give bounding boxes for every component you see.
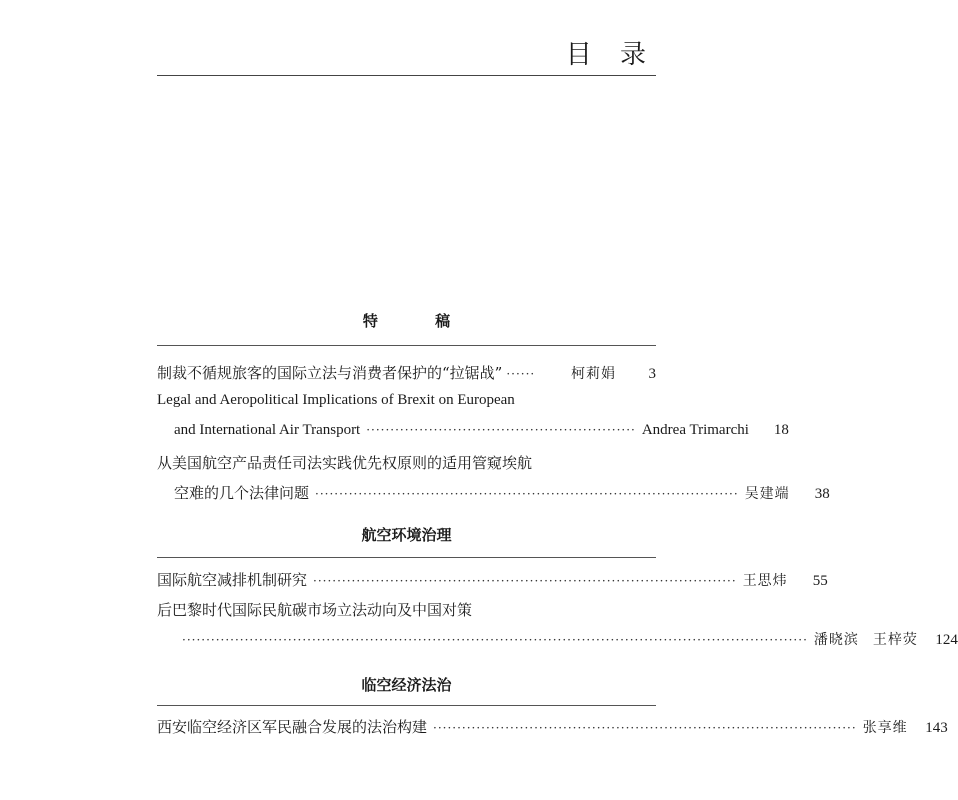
entry-title: 制裁不循规旅客的国际立法与消费者保护的“拉锯战”: [157, 364, 503, 382]
leader-dots: ························································································: [433, 721, 857, 735]
entry-author: 吴建端: [744, 486, 790, 502]
section-rule: [157, 705, 656, 706]
toc-entry[interactable]: [157, 452, 656, 473]
entry-page: 38: [814, 486, 830, 502]
entry-author: Andrea Trimarchi: [641, 422, 749, 438]
leader-dots: ··································································································································: [182, 633, 808, 647]
entry-page: 124: [935, 632, 958, 648]
entry-title-cont: and International Air Transport: [174, 422, 361, 438]
entry-author: 王梓荧: [872, 632, 918, 648]
toc-entry-continuation[interactable]: [157, 482, 830, 503]
entry-page: 55: [812, 573, 828, 589]
entry-title: 西安临空经济区军民融合发展的法治构建: [157, 718, 428, 736]
entry-author: 柯莉娟: [571, 366, 616, 382]
entry-title: 国际航空减排机制研究: [157, 571, 308, 589]
section-title-environment: 航空环境治理: [361, 526, 452, 544]
section-rule: [157, 345, 656, 346]
entry-author: 潘晓滨: [813, 632, 859, 648]
entry-page: 18: [773, 422, 789, 438]
toc-entry[interactable]: [157, 362, 656, 383]
section-title-special: 特 稿: [362, 312, 477, 330]
leader-dots: ························································································: [315, 487, 739, 501]
entry-author: 王思炜: [742, 573, 788, 589]
leader-dots: ························································: [366, 423, 636, 437]
entry-page: 3: [648, 366, 656, 382]
leader-dots: ······: [506, 367, 536, 381]
page-title: 目 录: [565, 40, 656, 70]
entry-page: 143: [925, 720, 948, 736]
toc-entry-continuation[interactable]: [157, 422, 789, 439]
leader-dots: ························································································: [313, 574, 737, 588]
entry-title: 从美国航空产品责任司法实践优先权原则的适用管窥埃航: [157, 454, 533, 472]
toc-entry[interactable]: [157, 599, 656, 620]
toc-entry[interactable]: [157, 392, 656, 409]
entry-title: Legal and Aeropolitical Implications of Brexit on European: [157, 392, 515, 408]
toc-entry[interactable]: [157, 716, 948, 737]
section-title-airport-economy: 临空经济法治: [361, 676, 452, 694]
title-rule: [157, 75, 656, 76]
toc-entry-continuation[interactable]: [157, 629, 958, 649]
section-rule: [157, 557, 656, 558]
entry-author: 张享维: [862, 720, 908, 736]
entry-title-cont: 空难的几个法律问题: [174, 484, 310, 502]
entry-title: 后巴黎时代国际民航碳市场立法动向及中国对策: [157, 601, 473, 619]
toc-entry[interactable]: [157, 569, 828, 590]
